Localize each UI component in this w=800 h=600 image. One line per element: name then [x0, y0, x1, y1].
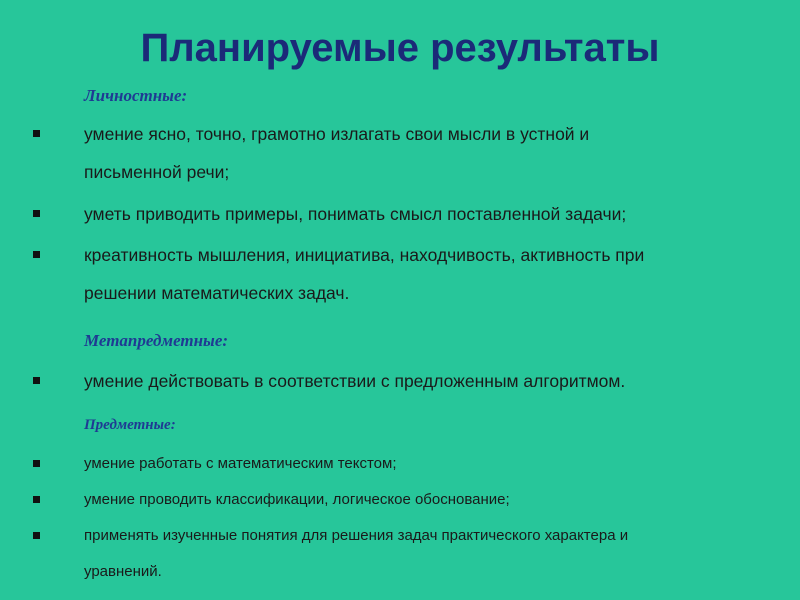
bullet-icon	[33, 210, 40, 217]
list-item-line: письменной речи;	[84, 162, 230, 182]
list-item	[84, 518, 774, 590]
list-item	[84, 195, 774, 233]
section-heading-subject: Предметные:	[84, 417, 176, 433]
list-item	[84, 482, 774, 518]
bullet-icon	[33, 496, 40, 503]
list-item-line: применять изученные понятия для решения задач практического характера и	[84, 527, 629, 544]
list-item-line: умение работать с математическим текстом;	[84, 455, 397, 472]
bullet-icon	[33, 130, 40, 137]
list-item	[84, 362, 774, 400]
list-item	[84, 115, 774, 191]
slide-title: Планируемые результаты	[140, 26, 660, 70]
list-item-line: креативность мышления, инициатива, находчивость, активность при	[84, 245, 645, 265]
bullet-icon	[33, 251, 40, 258]
section-heading-metasubject: Метапредметные:	[84, 331, 229, 350]
list-item	[84, 446, 774, 482]
list-item	[84, 236, 774, 312]
list-item-line: умение проводить классификации, логическое обоснование;	[84, 491, 510, 508]
list-item-line: уметь приводить примеры, понимать смысл поставленной задачи;	[84, 204, 627, 224]
bullet-icon	[33, 460, 40, 467]
list-item-line: умение действовать в соответствии с предложенным алгоритмом.	[84, 371, 626, 391]
list-item-line: решении математических задач.	[84, 283, 350, 303]
section-heading-personal: Личностные:	[84, 86, 188, 105]
list-item-line: умение ясно, точно, грамотно излагать свои мысли в устной и	[84, 124, 590, 144]
list-item-line: уравнений.	[84, 563, 162, 580]
bullet-icon	[33, 532, 40, 539]
bullet-icon	[33, 377, 40, 384]
